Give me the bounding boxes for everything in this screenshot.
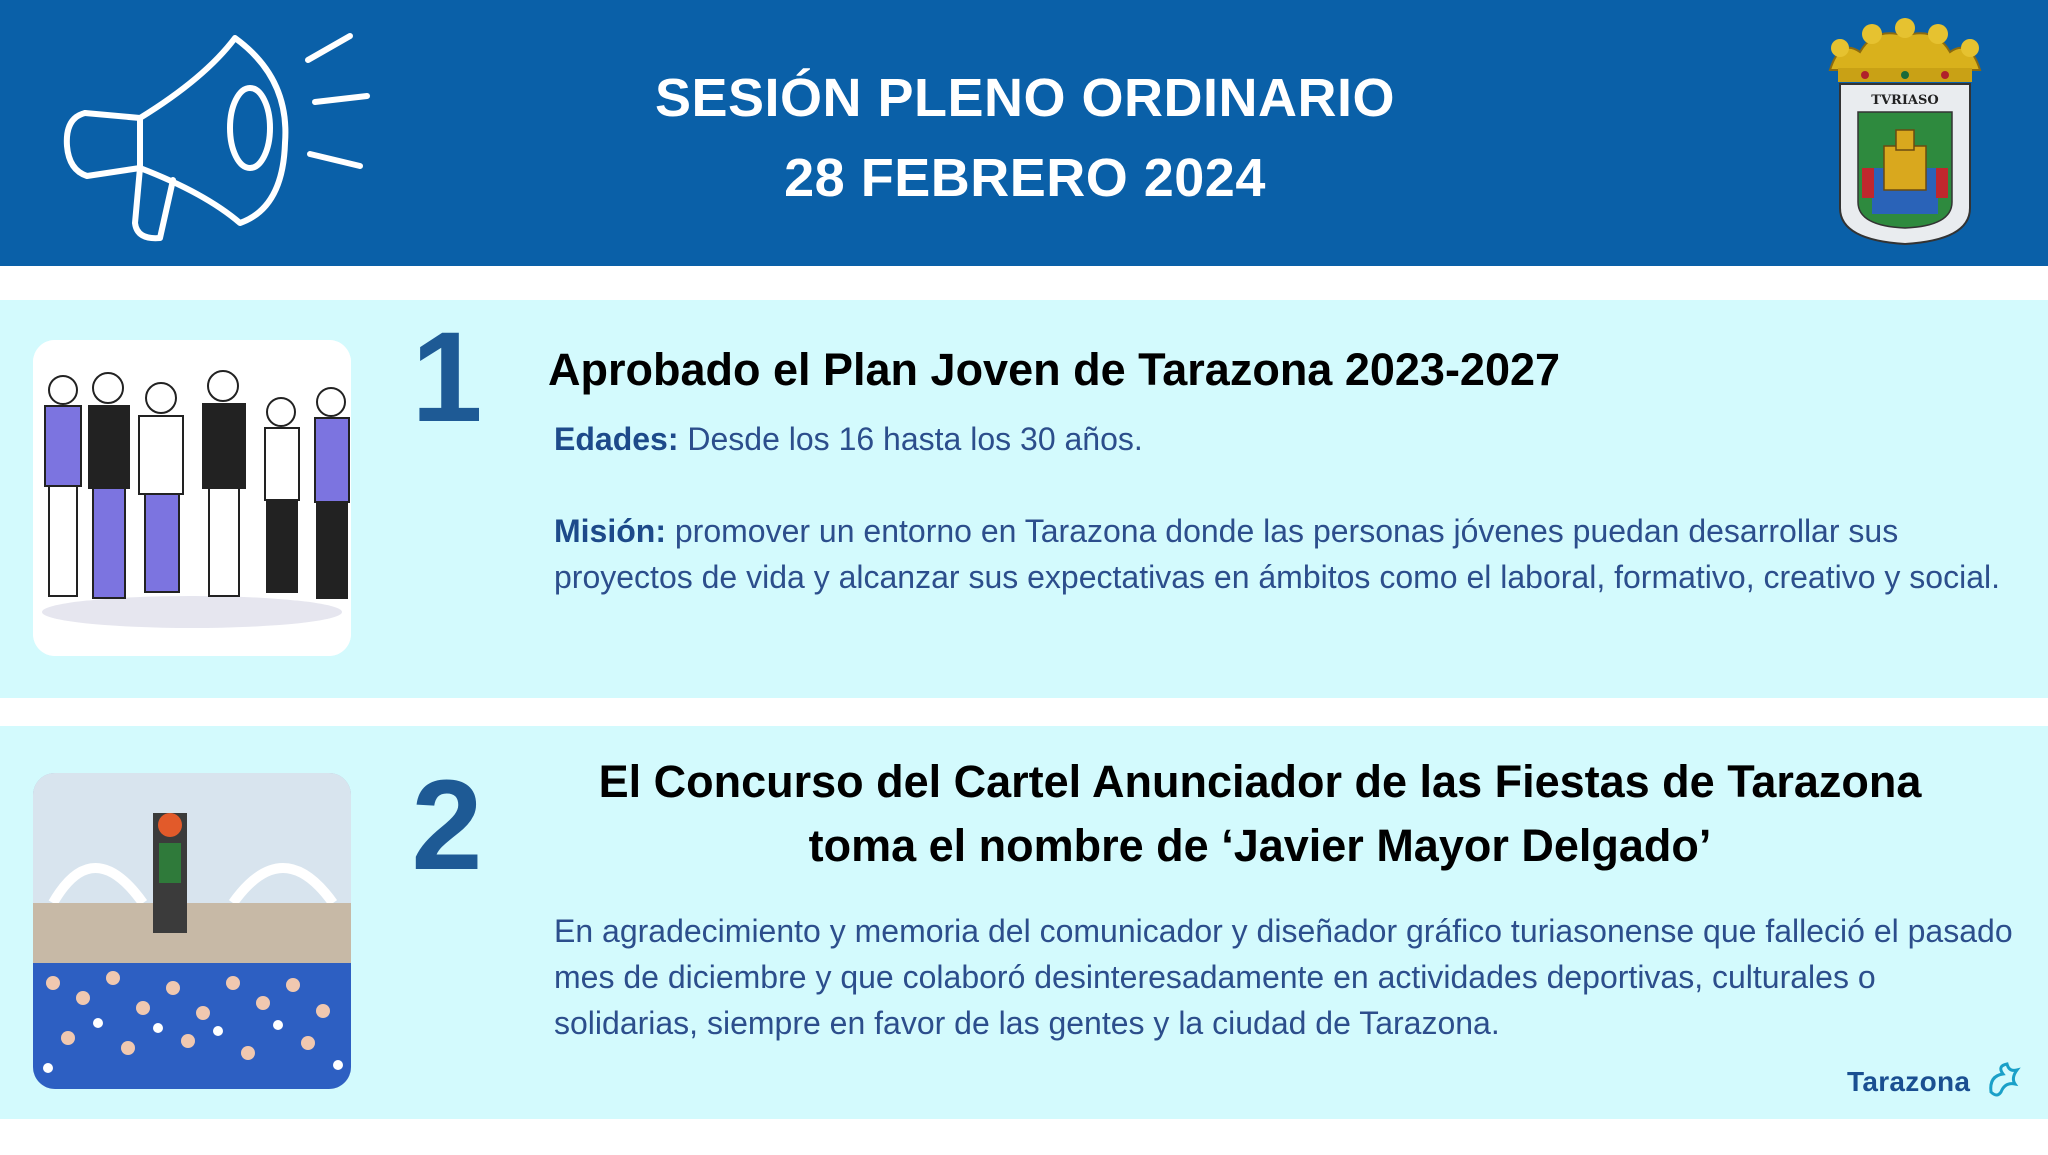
edades-label: Edades: (554, 421, 679, 457)
youth-group-illustration (33, 340, 351, 656)
coat-of-arms-motto: TVRIASO (1871, 93, 1939, 108)
mision-text: promover un entorno en Tarazona donde las personas jóvenes puedan desarrollar sus proyectos de vida y alcanzar sus expectativas en ámbitos como el laboral, formativo, creativo y social. (554, 513, 2000, 595)
item-description-text: En agradecimiento y memoria del comunicador y diseñador gráfico turiasonense que falleció el pasado mes de diciembre y que colaboró desinteresadamente en actividades deportivas, culturales o solidarias, siempre en favor de las gentes y la ciudad de Tarazona. (554, 913, 2013, 1041)
header-banner (0, 0, 2048, 266)
page-title (560, 58, 1490, 218)
bird-icon (1987, 1062, 2021, 1102)
megaphone-icon (55, 18, 385, 248)
tarazona-logo (1847, 1062, 2022, 1102)
title-line-1: SESIÓN PLENO ORDINARIO (654, 68, 1396, 128)
tarazona-logo-text: Tarazona (1847, 1066, 1971, 1097)
item-title: Aprobado el Plan Joven de Tarazona 2023-2027 (548, 344, 1561, 395)
edades-paragraph (554, 416, 2014, 462)
agenda-item-1 (0, 300, 2048, 698)
mision-paragraph (554, 508, 2014, 600)
youth-group-icon (33, 340, 351, 656)
festival-photo-icon (33, 773, 351, 1089)
item-number: 2 (411, 754, 483, 897)
item-number: 1 (411, 306, 483, 449)
item-title-line-2: toma el nombre de ‘Javier Mayor Delgado’ (808, 820, 1712, 871)
item-description (554, 416, 2014, 600)
festival-photo (33, 773, 351, 1089)
agenda-item-2 (0, 726, 2048, 1119)
coat-of-arms-icon (1810, 18, 2000, 246)
title-line-2: 28 FEBRERO 2024 (784, 148, 1266, 208)
mision-label: Misión: (554, 513, 666, 549)
item-title-line-1: El Concurso del Cartel Anunciador de las Fiestas de Tarazona (598, 756, 1922, 807)
item-title (520, 750, 2000, 878)
item-description (554, 908, 2014, 1046)
edades-text: Desde los 16 hasta los 30 años. (678, 421, 1143, 457)
